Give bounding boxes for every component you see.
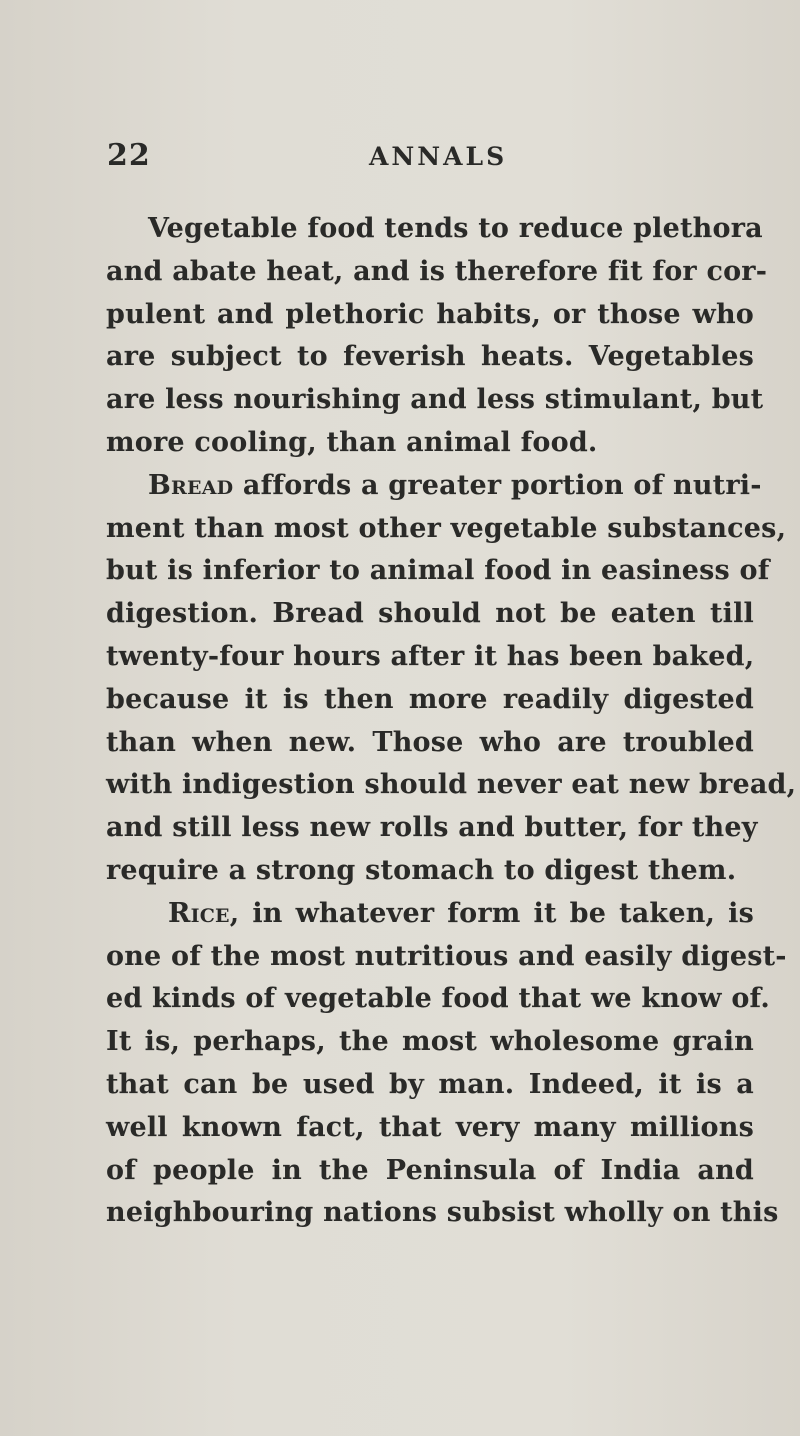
text-line: digestion. Bread should not be eaten till <box>106 598 754 630</box>
page-number: 22 <box>107 138 151 173</box>
text-line: and still less new rolls and butter, for they <box>106 812 758 844</box>
text-line: ment than most other vegetable substances, <box>106 512 787 544</box>
text-line: and abate heat, and is therefore fit for cor- <box>106 255 768 287</box>
text-line: with indigestion should never eat new bread, <box>106 769 797 801</box>
paragraph-first-line <box>106 893 754 936</box>
text-line: are less nourishing and less stimulant, but <box>106 384 764 416</box>
text-line: are subject to feverish heats. Vegetables <box>106 341 754 373</box>
text-line: one of the most nutritious and easily digest- <box>106 940 787 972</box>
text-line-rest: , in whatever form it be taken, is <box>229 897 754 929</box>
text-line: neighbouring nations subsist wholly on this <box>106 1197 779 1229</box>
paragraph-lead-word: Rice <box>168 897 230 929</box>
text-line: than when new. Those who are troubled <box>106 726 754 758</box>
text-line: ed kinds of vegetable food that we know of. <box>106 983 771 1015</box>
paragraph-first-line <box>106 465 762 508</box>
text-line: It is, perhaps, the most wholesome grain <box>106 1026 754 1058</box>
text-line: require a strong stomach to digest them. <box>106 854 737 886</box>
text-line-rest: affords a greater portion of nutri- <box>233 469 762 501</box>
text-line: well known fact, that very many millions <box>106 1111 754 1143</box>
text-line: more cooling, than animal food. <box>106 426 598 458</box>
text-line: twenty-four hours after it has been baked, <box>106 640 755 672</box>
text-line: that can be used by man. Indeed, it is a <box>106 1068 754 1100</box>
text-line: Vegetable food tends to reduce plethora <box>148 213 763 244</box>
text-line: but is inferior to animal food in easiness of <box>106 555 770 587</box>
text-line: of people in the Peninsula of India and <box>106 1154 754 1186</box>
body-text <box>106 208 797 1235</box>
text-line: pulent and plethoric habits, or those who <box>106 298 754 330</box>
paragraph-lead-word: Bread <box>148 469 234 501</box>
running-head: ANNALS <box>369 142 508 171</box>
page-header <box>107 138 707 178</box>
text-line: because it is then more readily digested <box>106 683 754 715</box>
